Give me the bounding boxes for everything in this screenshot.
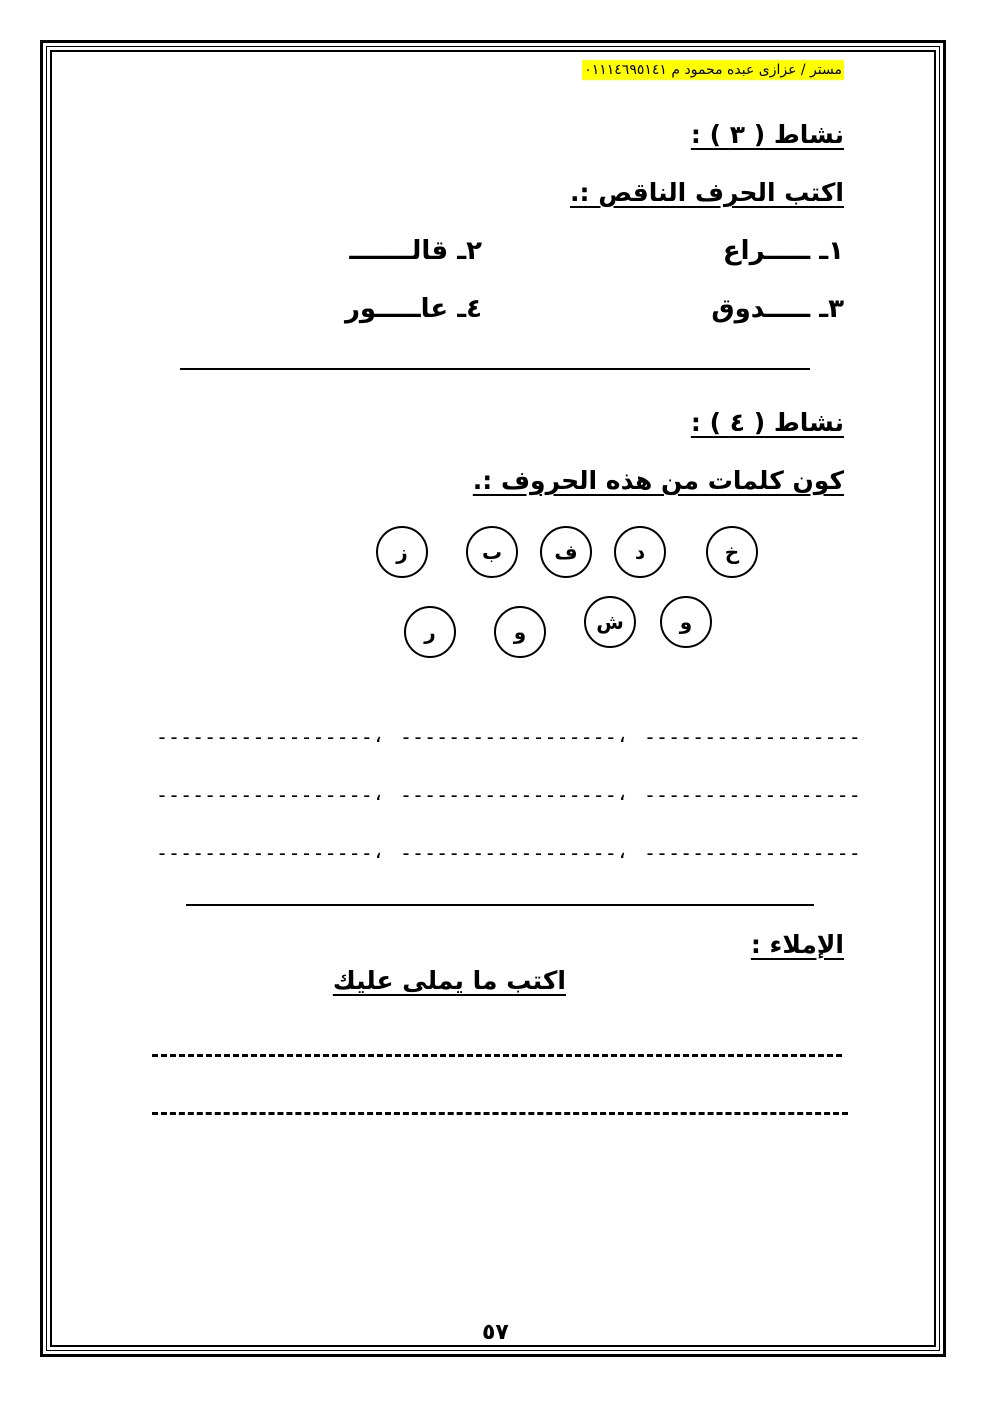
dictation-writing-line[interactable] [152, 1112, 848, 1115]
dictation-title: الإملاء : [750, 930, 844, 959]
answer-blank[interactable]: ------------------ [400, 783, 617, 807]
activity-3-instruction: اكتب الحرف الناقص :. [570, 178, 844, 207]
answer-blank[interactable]: ------------------ [400, 841, 617, 865]
missing-letter-item-3: ٣ـ ـــــدوق [711, 294, 844, 324]
comma-separator: ، [616, 839, 630, 864]
comma-separator: ، [616, 781, 630, 806]
letter-circle: ر [404, 606, 456, 658]
answer-row [150, 839, 861, 871]
missing-letter-item-2: ٢ـ قالـــــــ [349, 236, 482, 266]
dictation-writing-line[interactable] [152, 1054, 842, 1057]
activity-4-instruction: كون كلمات من هذه الحروف :. [472, 466, 844, 495]
answer-row [150, 723, 861, 755]
answer-row [150, 781, 861, 813]
answer-blank[interactable]: ------------------ [644, 725, 861, 749]
comma-separator: ، [616, 723, 630, 748]
activity-3-title: نشاط ( ٣ ) : [690, 120, 844, 149]
answer-blank[interactable]: ------------------ [644, 841, 861, 865]
page-number: ٥٧ [482, 1320, 509, 1345]
answer-blank[interactable]: ------------------ [644, 783, 861, 807]
answer-blank[interactable]: ------------------ [156, 841, 373, 865]
letter-circle: ش [584, 596, 636, 648]
comma-separator: ، [372, 723, 386, 748]
section-divider [180, 368, 810, 370]
letter-circle: خ [706, 526, 758, 578]
answer-blank[interactable]: ------------------ [156, 725, 373, 749]
missing-letter-item-4: ٤ـ عاـــــور [344, 294, 482, 324]
letter-circle: و [494, 606, 546, 658]
answer-blank[interactable]: ------------------ [400, 725, 617, 749]
dictation-instruction: اكتب ما يملى عليك [332, 966, 566, 995]
teacher-credit: مستر / عزازى عبده محمود م ٠١١١٤٦٩٥١٤١ [584, 62, 842, 78]
comma-separator: ، [372, 781, 386, 806]
letter-circle: و [660, 596, 712, 648]
letter-circle: ب [466, 526, 518, 578]
missing-letter-item-1: ١ـ ـــــراع [722, 236, 844, 266]
letter-circle: د [614, 526, 666, 578]
letter-circle: ف [540, 526, 592, 578]
comma-separator: ، [372, 839, 386, 864]
section-divider [186, 904, 814, 906]
activity-4-title: نشاط ( ٤ ) : [690, 408, 844, 437]
letter-circle: ز [376, 526, 428, 578]
answer-blank[interactable]: ------------------ [156, 783, 373, 807]
